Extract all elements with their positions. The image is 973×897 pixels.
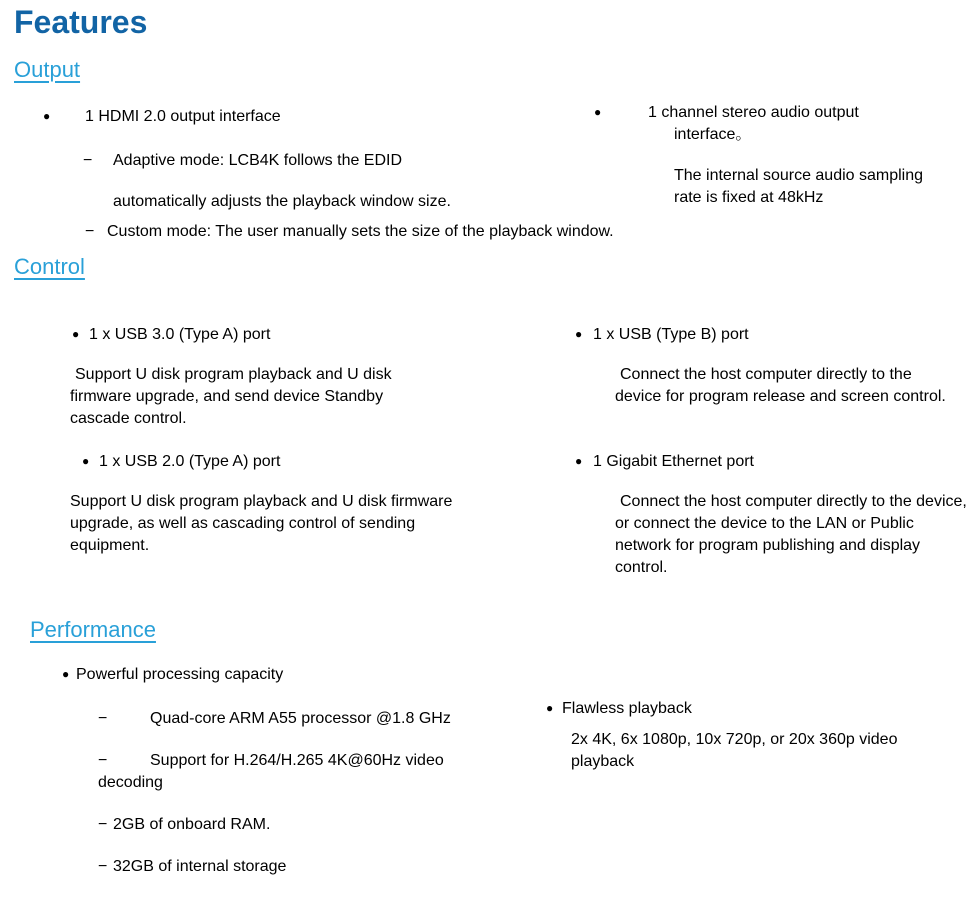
list-subitem-text: Quad-core ARM A55 processor @1.8 GHz	[150, 710, 451, 727]
usb-type-b-description: Connect the host computer directly to the device for program release and screen control.	[615, 366, 946, 405]
list-item-hdmi	[43, 105, 281, 128]
control-section-link[interactable]: Control	[14, 254, 85, 279]
list-subitem-storage	[98, 856, 286, 878]
dash-icon: −	[83, 152, 93, 169]
list-item-usb-type-b-port	[575, 323, 749, 346]
list-item-text: Flawless playback	[562, 700, 692, 717]
dash-icon: −	[98, 752, 108, 769]
list-subitem-custom-mode	[85, 221, 614, 243]
audio-sampling-note: The internal source audio sampling rate is fixed at 48kHz	[674, 167, 924, 206]
list-item-text: 1 HDMI 2.0 output interface	[85, 108, 281, 125]
list-item-text: 1 channel stereo audio output interface。	[648, 104, 859, 143]
bullet-icon: ●	[575, 327, 583, 341]
output-section-link[interactable]: Output	[14, 57, 81, 82]
ethernet-port-description: Connect the host computer directly to the device, or connect the device to the LAN or Public network for program publishing and display control.	[615, 493, 967, 576]
list-item-audio-output	[594, 101, 899, 146]
bullet-icon: ●	[575, 454, 583, 468]
list-subitem-adaptive-mode	[83, 150, 402, 172]
list-subitem-ram	[98, 814, 270, 836]
performance-section-link[interactable]: Performance	[30, 617, 156, 642]
dash-icon: −	[98, 858, 108, 875]
dash-icon: −	[98, 816, 108, 833]
list-subitem-processor	[98, 708, 508, 730]
list-subitem-text: 2GB of onboard RAM.	[113, 816, 271, 833]
bullet-icon: ●	[43, 109, 51, 123]
list-item-text: 1 x USB (Type B) port	[593, 326, 749, 343]
list-subitem-video-decoding	[98, 750, 498, 794]
usb3-port-description: Support U disk program playback and U disk firmware upgrade, and send device Standby cascade control.	[70, 366, 392, 427]
list-item-usb2-port	[82, 450, 280, 473]
page-title: Features	[14, 4, 148, 40]
dash-icon: −	[98, 710, 108, 727]
list-subitem-text: 32GB of internal storage	[113, 858, 287, 875]
list-item-text: 1 Gigabit Ethernet port	[593, 453, 754, 470]
list-subitem-text: Custom mode: The user manually sets the size of the playback window.	[107, 223, 614, 240]
bullet-icon: ●	[72, 327, 80, 341]
list-item-text: Powerful processing capacity	[76, 666, 284, 683]
list-item-flawless-playback	[546, 697, 692, 720]
list-subitem-text: Adaptive mode: LCB4K follows the EDID	[113, 152, 403, 169]
list-item-text: 1 x USB 2.0 (Type A) port	[99, 453, 281, 470]
playback-description: 2x 4K, 6x 1080p, 10x 720p, or 20x 360p video playback	[571, 731, 898, 770]
bullet-icon: ●	[62, 667, 70, 681]
list-item-text: 1 x USB 3.0 (Type A) port	[89, 326, 271, 343]
bullet-icon: ●	[82, 454, 90, 468]
usb2-port-description: Support U disk program playback and U disk firmware upgrade, as well as cascading control of sending equipment.	[70, 493, 453, 554]
list-item-ethernet-port	[575, 450, 754, 473]
bullet-icon: ●	[594, 105, 602, 119]
list-subitem-text: Support for H.264/H.265 4K@60Hz video decoding	[98, 752, 444, 791]
list-subitem-adaptive-mode-continued: automatically adjusts the playback window size.	[113, 193, 451, 210]
bullet-icon: ●	[546, 701, 554, 715]
dash-icon: −	[85, 223, 95, 240]
list-item-processing-capacity	[62, 663, 283, 686]
list-item-usb3-port	[72, 323, 270, 346]
